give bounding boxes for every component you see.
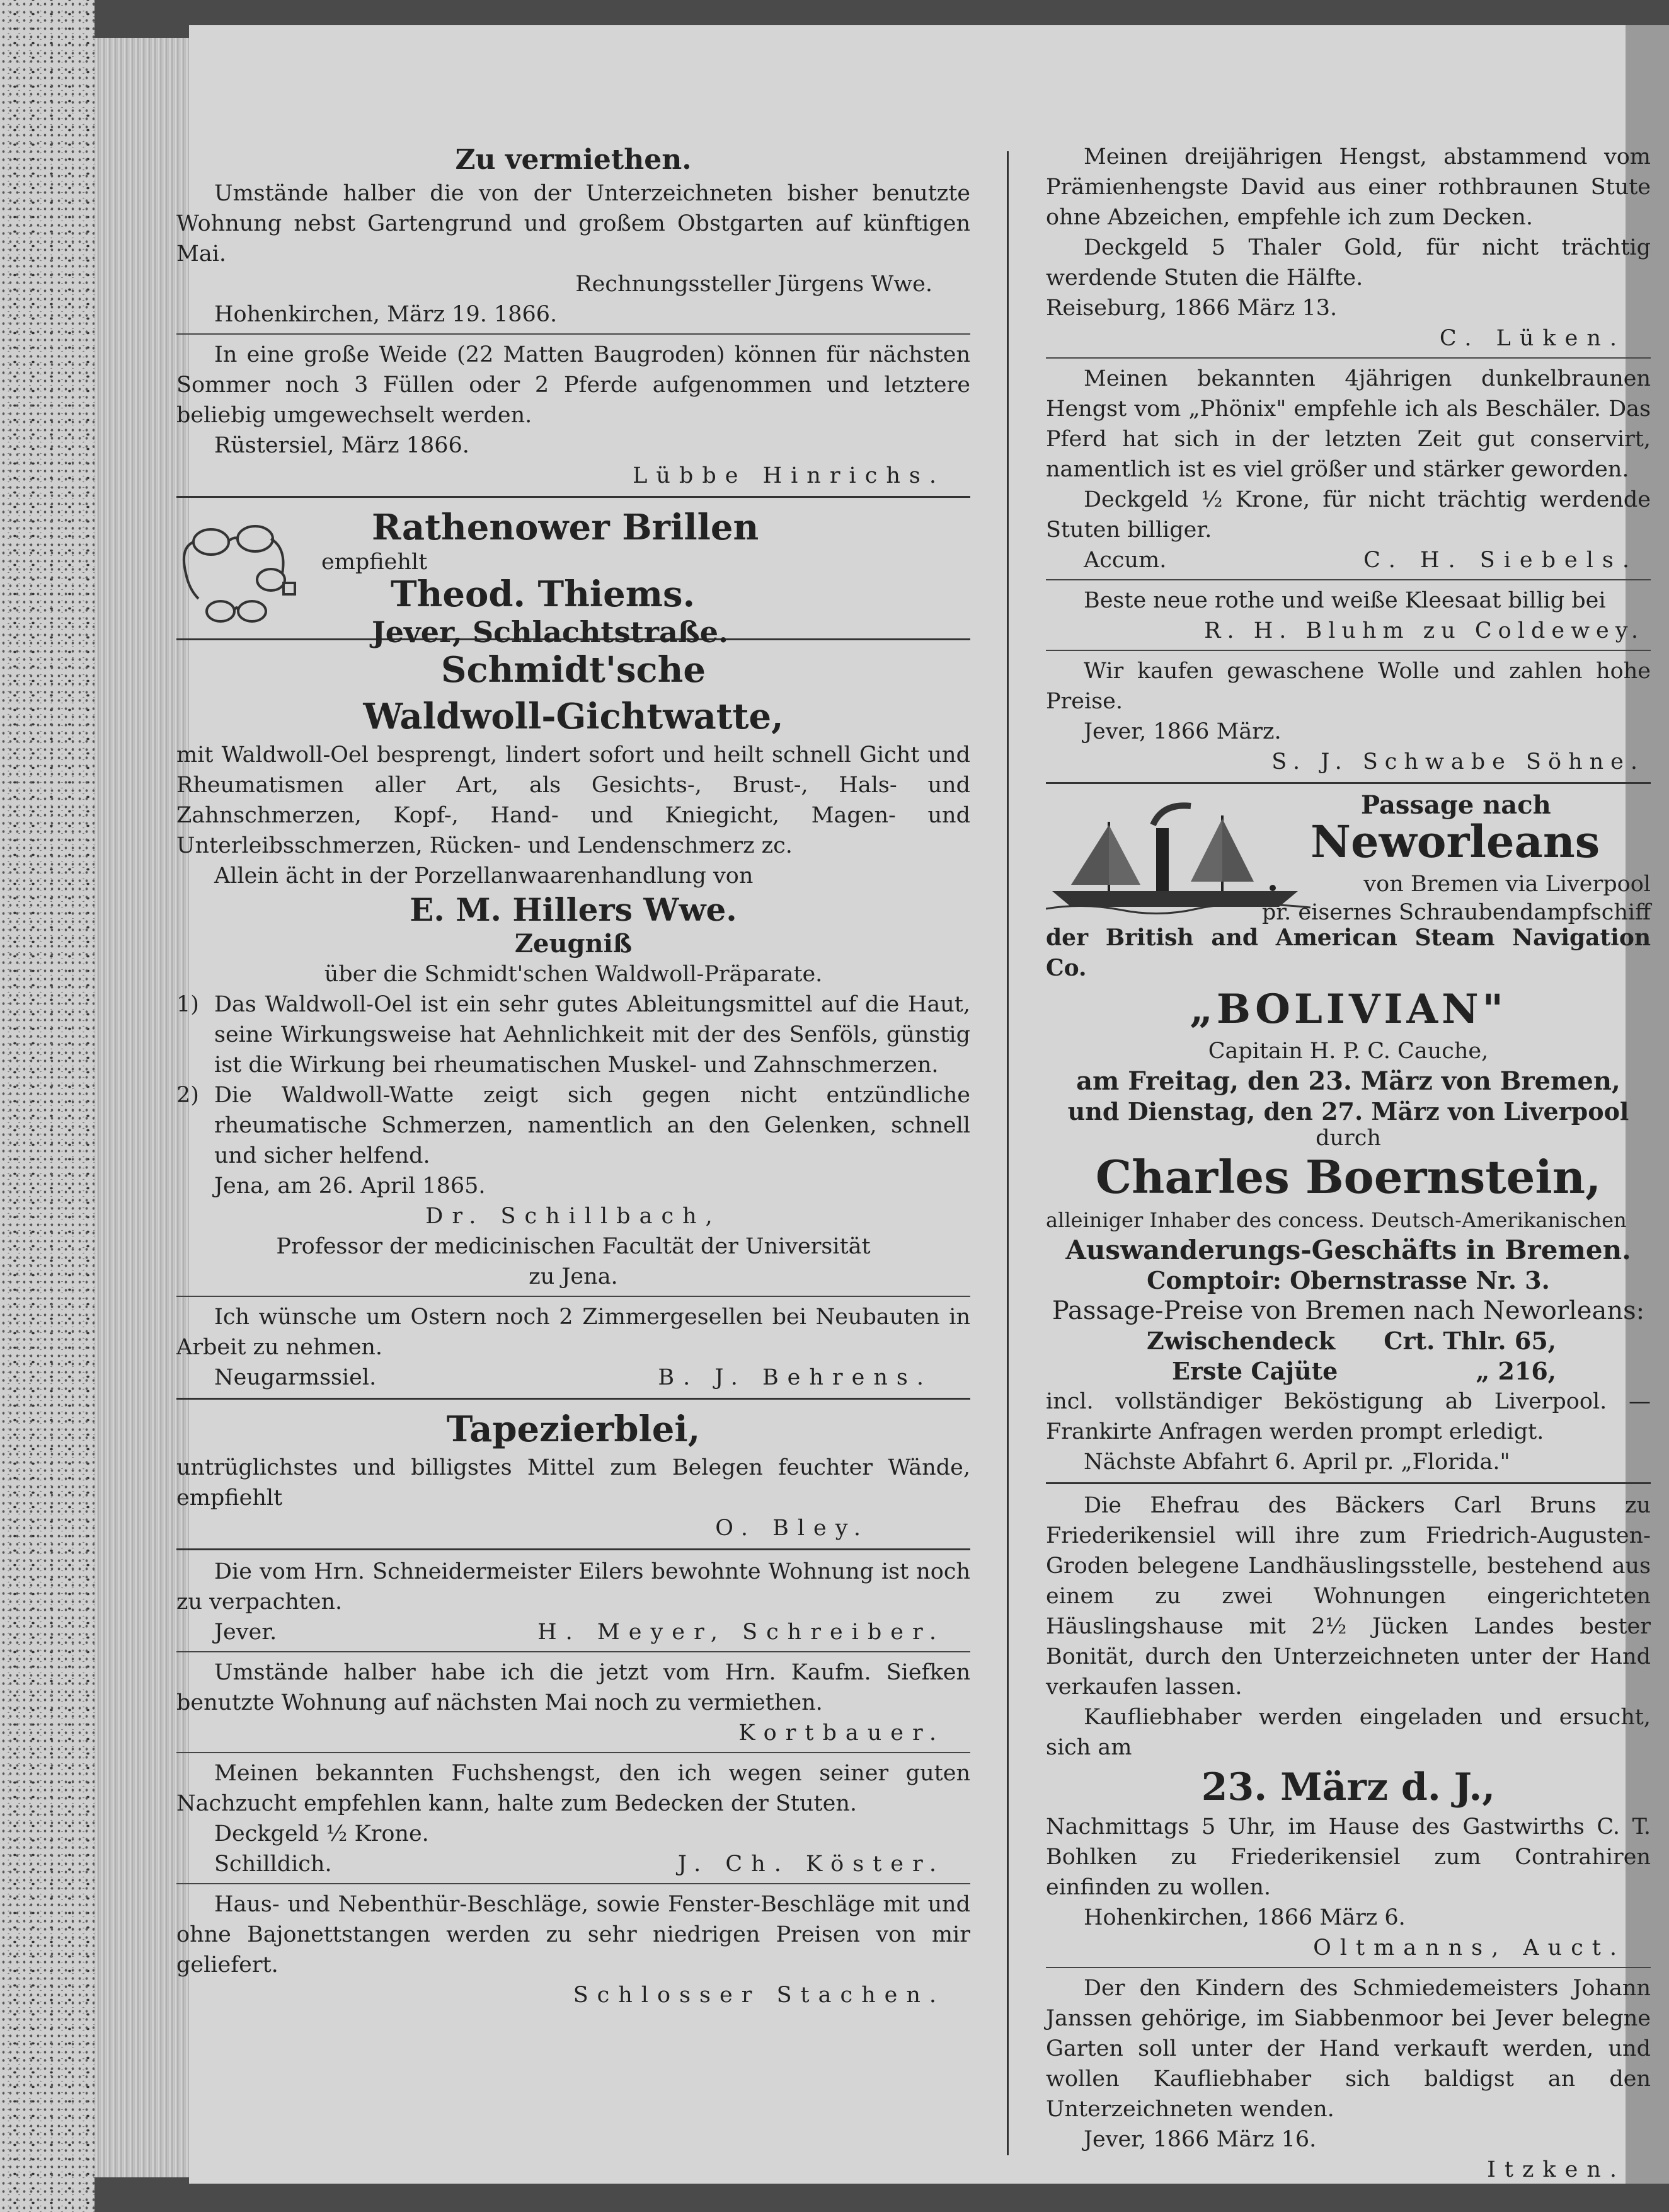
ad-place: Neugarmssiel. (214, 1365, 377, 1390)
ad-doctor-title-2: zu Jena. (529, 1264, 618, 1289)
ad-signature-row (176, 1849, 970, 1879)
ad-body: Umstände halber habe ich die jetzt vom Hrn. Kaufm. Siefken benutzte Wohnung auf nächsten Mai noch zu vermiethen. (176, 1660, 970, 1715)
price-label: Zwischendeck (1147, 1327, 1336, 1355)
ad-place-date: Hohenkirchen, März 19. 1866. (214, 302, 558, 327)
ad-body: Meinen bekannten 4jährigen dunkelbraunen Hengst vom „Phönix" empfehle ich als Beschäler. Das Pferd hat sich in der letzten Zeit gut conservirt, namentlich ist es viel größer und stärker geworden. (1046, 366, 1651, 482)
ad-weide (176, 340, 970, 491)
ad-beschlaege (176, 1889, 970, 2010)
ad-body: untrüglichstes und billigstes Mittel zum Belegen feuchter Wände, empfiehlt (176, 1455, 970, 1511)
book-edge-speckle (0, 0, 95, 2212)
ad-fee: Deckgeld ½ Krone, für nicht trächtig werdende Stuten billiger. (1046, 487, 1651, 543)
list-number: 2) (176, 1083, 199, 1108)
ad-body: Umstände halber die von der Unterzeichneten bisher benutzte Wohnung nebst Gartengrund und großem Obstgarten auf künftigen Mai. (176, 181, 970, 267)
ad-place: Schilldich. (214, 1852, 332, 1877)
list-text: Die Waldwoll-Watte zeigt sich gegen nicht entzündliche rheumatische Schmerzen, namentlich an den Gelenken, schnell und sicher helfend. (214, 1083, 970, 1168)
price-value: „ 216, (1476, 1357, 1556, 1385)
passage-label: Passage nach (1361, 790, 1551, 820)
ad-seller: E. M. Hillers Wwe. (410, 891, 737, 928)
right-column (1046, 142, 1651, 2185)
ad-signature: B. J. Behrens. (658, 1365, 932, 1390)
passage-date-2: und Dienstag, den 27. März von Liverpool (1067, 1097, 1629, 1126)
ad-signature: C. H. Siebels. (1363, 548, 1638, 573)
ad-fee: Deckgeld 5 Thaler Gold, für nicht trächtig werdende Stuten die Hälfte. (1046, 235, 1651, 291)
left-column (176, 142, 970, 2010)
ad-date: 23. März d. J., (1201, 1765, 1496, 1809)
passage-from: von Bremen via Liverpool (1363, 872, 1651, 897)
ad-body: Die vom Hrn. Schneidermeister Eilers bewohnte Wohnung ist noch zu verpachten. (176, 1559, 970, 1615)
ad-firm: Theod. Thiems. (391, 573, 696, 615)
ad-title: Rathenower Brillen (372, 507, 759, 548)
ad-zu-vermiethen (176, 142, 970, 330)
ad-signature: Kortbauer. (738, 1720, 945, 1746)
column-divider (1007, 151, 1009, 2155)
divider (176, 1296, 970, 1297)
ad-title-line1: Schmidt'sche (441, 649, 706, 691)
price-row (1046, 1356, 1651, 1386)
ad-zeugniss-sub: über die Schmidt'schen Waldwoll-Präparate. (324, 962, 823, 987)
ad-signature-row (176, 1362, 970, 1393)
list-text: Das Waldwoll-Oel ist ein sehr gutes Ableitungsmittel auf die Haut, seine Wirkungsweise hat Aehnlichkeit mit der des Senföls, günstig ist die Wirkung bei rheumatischen Muskel- und Zahnschmerzen. (214, 992, 970, 1078)
passage-agency: Auswanderungs-Geschäfts in Bremen. (1065, 1235, 1631, 1265)
ad-zeugniss: Zeugniß (514, 929, 633, 959)
ad-signature-row (176, 1617, 970, 1647)
divider (176, 1752, 970, 1753)
passage-ship-desc: pr. eisernes Schraubendampfschiff (1261, 900, 1651, 925)
divider (1046, 650, 1651, 651)
passage-agent-desc: alleiniger Inhaber des concess. Deutsch-Amerikanischen (1046, 1208, 1627, 1232)
ad-allein: Allein ächt in der Porzellanwaarenhandlung von (214, 863, 754, 889)
passage-incl: incl. vollständiger Beköstigung ab Liverpool. — Frankirte Anfragen werden prompt erledigt. (1046, 1389, 1651, 1444)
ad-signature-row (1046, 545, 1651, 575)
ad-wohnung-verpachten (176, 1557, 970, 1647)
divider (176, 1651, 970, 1652)
ad-kortbauer (176, 1657, 970, 1748)
ad-rathenower-brillen (176, 504, 970, 649)
passage-company: der British and American Steam Navigation Co. (1046, 925, 1651, 981)
ad-title: Zu vermiethen. (455, 144, 692, 176)
ad-place: Jever, Schlachtstraße. (372, 615, 729, 649)
ad-rest: Nachmittags 5 Uhr, im Hause des Gastwirths C. T. Bohlken zu Friederikensiel zum Contrahiren einfinden zu wollen. (1046, 1814, 1651, 1900)
ad-place: Jever. (214, 1620, 277, 1645)
ad-title: Tapezierblei, (446, 1408, 701, 1450)
ad-place-date: Hohenkirchen, 1866 März 6. (1084, 1905, 1406, 1930)
ad-signature: Oltmanns, Auct. (1313, 1935, 1626, 1961)
divider (176, 1548, 970, 1550)
list-item (176, 1080, 970, 1171)
passage-ship: „BOLIVIAN" (1190, 986, 1507, 1033)
divider (176, 1883, 970, 1884)
ad-signature: H. Meyer, Schreiber. (537, 1620, 945, 1645)
ad-doctor-title: Professor der medicinischen Facultät der Universität (276, 1234, 871, 1259)
ad-body: Ich wünsche um Ostern noch 2 Zimmergesellen bei Neubauten in Arbeit zu nehmen. (176, 1305, 970, 1360)
divider (1046, 357, 1651, 359)
ad-gichtwatte (176, 647, 970, 1292)
divider (1046, 1482, 1651, 1484)
ad-signature: Schlosser Stachen. (573, 1983, 945, 2008)
ad-doctor: Dr. Schillbach, (425, 1204, 721, 1229)
ad-fuchshengst (176, 1758, 970, 1879)
list-number: 1) (176, 992, 199, 1017)
passage-agent: Charles Boernstein, (1095, 1150, 1602, 1204)
ad-body: Meinen bekannten Fuchshengst, den ich wegen seiner guten Nachzucht empfehlen kann, halte zum Bedecken der Stuten. (176, 1761, 970, 1816)
ad-place-date: Jever, 1866 März 16. (1084, 2127, 1317, 2152)
ad-body: Meinen dreijährigen Hengst, abstammend vom Prämienhengste David aus einer rothbraunen Stute ohne Abzeichen, empfehle ich zum Decken. (1046, 144, 1651, 230)
ad-title-line2: Waldwoll-Gichtwatte, (363, 696, 784, 737)
ad-landhaeuslingsstelle (1046, 1490, 1651, 1963)
passage-date-1: am Freitag, den 23. März von Bremen, (1076, 1066, 1620, 1096)
ad-signature: J. Ch. Köster. (677, 1852, 945, 1877)
ad-kleesaat (1046, 585, 1651, 646)
ad-place-date: Rüstersiel, März 1866. (214, 433, 469, 458)
ad-zimmergesellen (176, 1302, 970, 1393)
passage-captain: Capitain H. P. C. Cauche, (1208, 1039, 1489, 1064)
ad-body: In eine große Weide (22 Matten Baugroden) können für nächsten Sommer noch 3 Füllen oder 2 Pferde aufgenommen und letztere beliebig umgewechselt werden. (176, 342, 970, 428)
ad-place-date: Jever, 1866 März. (1084, 719, 1282, 744)
ad-body: Wir kaufen gewaschene Wolle und zahlen hohe Preise. (1046, 659, 1651, 714)
price-value: Crt. Thlr. 65, (1384, 1327, 1556, 1355)
ad-wolle (1046, 656, 1651, 777)
divider (176, 333, 970, 335)
divider (176, 496, 970, 498)
ad-place-date: Reiseburg, 1866 März 13. (1046, 296, 1338, 321)
ad-fee: Deckgeld ½ Krone. (214, 1821, 429, 1846)
divider (176, 1398, 970, 1400)
ad-body: Haus- und Nebenthür-Beschläge, sowie Fenster-Beschläge mit und ohne Bajonettstangen werden zu sehr niedrigen Preisen von mir geliefert. (176, 1892, 970, 1978)
ad-hengst-phoenix (1046, 364, 1651, 575)
ad-signature: R. H. Bluhm zu Coldewey. (1204, 618, 1644, 643)
passage-prices-title: Passage-Preise von Bremen nach Neworleans: (1052, 1296, 1645, 1325)
ad-body: Beste neue rothe und weiße Kleesaat billig bei (1084, 588, 1606, 613)
ad-signature: O. Bley. (715, 1516, 869, 1541)
ad-body: Der den Kindern des Schmiedemeisters Johann Janssen gehörige, im Siabbenmoor bei Jever belegne Garten soll unter der Hand verkauft werden, und wollen Kaufliebhaber sich baldigst an den Unterzeichneten wenden. (1046, 1976, 1651, 2122)
ad-signature: C. Lüken. (1439, 326, 1626, 351)
ad-hengst-david (1046, 142, 1651, 354)
passage-city: Neworleans (1311, 815, 1600, 868)
ad-passage-neworleans (1046, 790, 1651, 1477)
price-row (1046, 1326, 1651, 1356)
passage-next: Nächste Abfahrt 6. April pr. „Florida." (1084, 1449, 1510, 1475)
spectacles-illustration (176, 510, 302, 630)
ad-garten (1046, 1973, 1651, 2185)
ad-signature: S. J. Schwabe Söhne. (1271, 749, 1644, 775)
ad-tapezierblei (176, 1406, 970, 1543)
ad-body: mit Waldwoll-Oel besprengt, lindert sofort und heilt schnell Gicht und Rheumatismen aller Art, als Gesichts-, Brust-, Hals- und Zahnschmerzen, Kopf-, Hand- und Kniegicht, Magen- und Unterleibsschmerzen, Rücken- und Lendenschmerz zc. (176, 742, 970, 858)
ad-body: Die Ehefrau des Bäckers Carl Bruns zu Friederikensiel will ihre zum Friedrich-Augusten-Groden belegene Landhäuslingsstelle, bestehend aus einem zu zwei Wohnungen eingerichteten Häuslingshause mit 2½ Jücken Landes bester Bonität, durch den Unterzeichneten unter der Hand verkaufen lassen. (1046, 1493, 1651, 1700)
ad-invite: Kaufliebhaber werden eingeladen und ersucht, sich am (1046, 1705, 1651, 1760)
divider (1046, 782, 1651, 784)
divider (1046, 1967, 1651, 1968)
passage-header (1046, 790, 1651, 923)
ad-signature: Itzken. (1487, 2157, 1626, 2182)
ad-place: Accum. (1084, 548, 1167, 573)
list-item (176, 989, 970, 1080)
divider (1046, 579, 1651, 580)
passage-durch: durch (1316, 1126, 1381, 1151)
ad-signature: Lübbe Hinrichs. (633, 463, 945, 488)
ad-place-date: Jena, am 26. April 1865. (214, 1173, 486, 1199)
passage-office: Comptoir: Obernstrasse Nr. 3. (1147, 1266, 1550, 1294)
ad-signature: Rechnungssteller Jürgens Wwe. (575, 272, 932, 297)
price-label: Erste Cajüte (1172, 1357, 1338, 1385)
ad-empfiehlt: empfiehlt (321, 550, 428, 575)
